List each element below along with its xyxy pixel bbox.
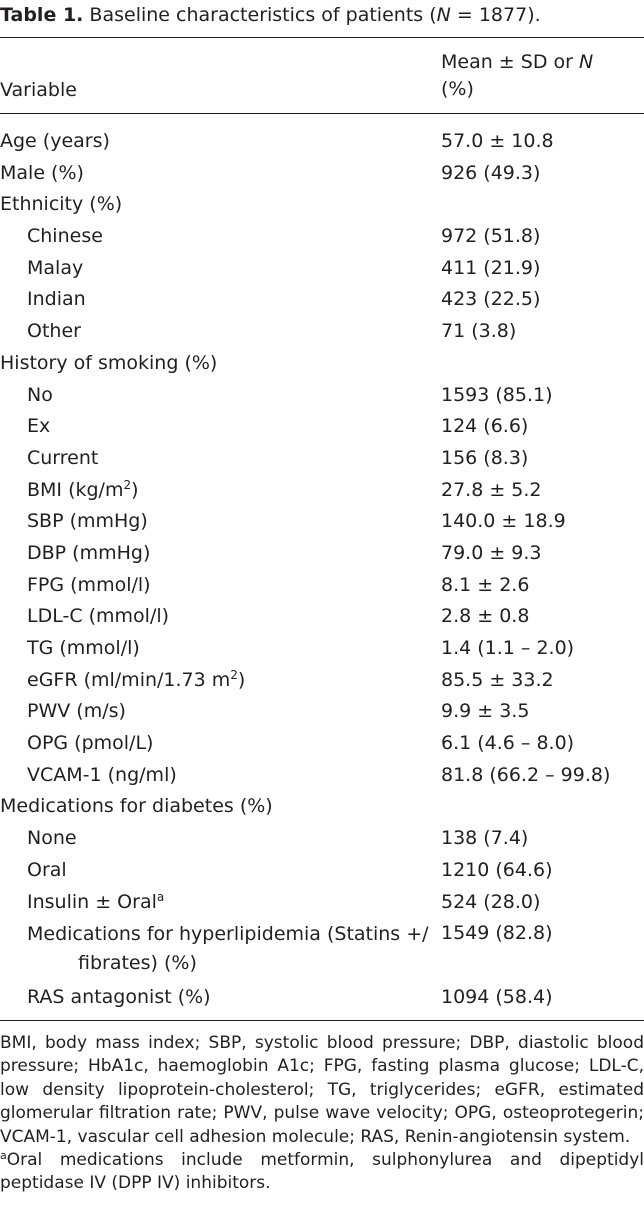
row-label-superscript: 2: [123, 477, 132, 492]
table-row: [0, 823, 644, 855]
table-row: [0, 728, 644, 760]
row-value: 79.0 ± 9.3: [441, 541, 542, 564]
table-row: [0, 760, 644, 792]
row-value: 1593 (85.1): [441, 383, 553, 406]
row-label: Chinese: [27, 225, 103, 248]
row-label: [27, 665, 245, 697]
row-label: None: [27, 827, 77, 850]
row-label-line1: Medications for hyperlipidemia (Statins +/: [27, 923, 429, 946]
row-value: 57.0 ± 10.8: [441, 130, 554, 152]
table-row: [0, 538, 644, 570]
table-row: [0, 411, 644, 443]
table-row-group-heading: [0, 348, 644, 380]
header-value-line1: Mean ± SD or: [441, 51, 579, 73]
row-value: 524 (28.0): [441, 890, 541, 913]
row-label: Oral: [27, 858, 67, 881]
row-label: Ethnicity (%): [0, 193, 123, 216]
row-label: Ex: [27, 415, 51, 438]
row-label-superscript: 2: [230, 667, 238, 682]
table-row: [0, 918, 644, 981]
row-label: TG (mmol/l): [27, 637, 140, 659]
bottom-rule: [0, 1020, 644, 1021]
row-value: 71 (3.8): [441, 320, 517, 343]
table-row-group-heading: [0, 791, 644, 823]
table-row: [0, 253, 644, 285]
row-label: DBP (mmHg): [27, 541, 151, 564]
row-value: 138 (7.4): [441, 827, 529, 850]
header-n-symbol: N: [578, 51, 594, 73]
table-row-group-heading: [0, 189, 644, 221]
row-value: 926 (49.3): [441, 161, 541, 184]
table-footnotes: [0, 1032, 644, 1196]
column-header-variable: Variable: [0, 79, 77, 101]
row-label-text-after: ): [131, 478, 139, 501]
top-rule: [0, 37, 644, 38]
row-value: 1094 (58.4): [441, 985, 553, 1008]
row-label-superscript: a: [156, 889, 165, 904]
row-value: 81.8 (66.2 – 99.8): [441, 763, 611, 786]
caption-text-after: = 1877).: [450, 4, 541, 26]
table-row: [0, 696, 644, 728]
row-label: LDL-C (mmol/l): [27, 605, 170, 628]
row-label: Current: [27, 446, 99, 469]
row-label-line2: fibrates) (%): [78, 952, 197, 975]
caption-n-symbol: N: [436, 4, 451, 26]
column-header-value: [441, 49, 644, 103]
row-value: 1.4 (1.1 – 2.0): [441, 637, 575, 659]
footnote-note-a: [0, 1149, 644, 1196]
row-label: Male (%): [0, 161, 84, 184]
footnote-note-text: Oral medications include metformin, sulphonylurea and dipeptidyl peptidase IV (DPP IV) inhibitors.: [0, 1150, 644, 1194]
table-row: [0, 158, 644, 190]
footnote-marker: a: [0, 1149, 7, 1163]
row-value: 6.1 (4.6 – 8.0): [441, 732, 575, 755]
row-label: [27, 920, 435, 978]
row-value: 423 (22.5): [441, 288, 541, 311]
row-value: 27.8 ± 5.2: [441, 478, 542, 501]
row-label: [27, 475, 139, 507]
table-caption: [0, 2, 541, 28]
caption-label: Table 1.: [0, 4, 84, 26]
table-row: [0, 601, 644, 633]
row-value: 85.5 ± 33.2: [441, 668, 554, 691]
row-label: Medications for diabetes (%): [0, 795, 273, 818]
table-body: [0, 126, 644, 1013]
table-row: [0, 982, 644, 1014]
table-row: [0, 380, 644, 412]
row-label: SBP (mmHg): [27, 510, 148, 533]
row-label: RAS antagonist (%): [27, 985, 211, 1008]
footnote-abbreviations: BMI, body mass index; SBP, systolic blood pressure; DBP, diastolic blood pressure; HbA1c, haemoglobin A1c; FPG, fasting plasma glucose; LDL-C, low density lipoprotein-cholesterol; TG, triglycerides; eGFR, estimated glomerular filtration rate; PWV, pulse wave velocity; OPG, osteoprotegerin; VCAM-1, vascular cell adhesion molecule; RAS, Renin-angiotensin system.: [0, 1033, 644, 1147]
row-value: 2.8 ± 0.8: [441, 605, 530, 628]
row-value: 140.0 ± 18.9: [441, 510, 566, 533]
table-row: [0, 316, 644, 348]
table-row: [0, 887, 644, 919]
row-label-text-after: ): [237, 668, 246, 691]
row-value: 411 (21.9): [441, 256, 541, 279]
row-label: Malay: [27, 256, 84, 279]
row-label: History of smoking (%): [0, 351, 218, 374]
row-value: 156 (8.3): [441, 446, 529, 469]
row-value: 1210 (64.6): [441, 858, 553, 881]
table-row: [0, 221, 644, 253]
table-row: [0, 633, 644, 665]
row-label: PWV (m/s): [27, 700, 126, 723]
table-row: [0, 443, 644, 475]
row-value: 8.1 ± 2.6: [441, 573, 530, 596]
table-row: [0, 855, 644, 887]
row-value: 9.9 ± 3.5: [441, 700, 530, 723]
table-row: [0, 284, 644, 316]
caption-text: Baseline characteristics of patients (: [83, 4, 437, 26]
row-label: Indian: [27, 288, 86, 311]
row-label: Age (years): [0, 130, 110, 152]
row-label: OPG (pmol/L): [27, 732, 154, 755]
row-label: [27, 887, 164, 919]
table-row: [0, 570, 644, 602]
row-label: VCAM-1 (ng/ml): [27, 763, 177, 786]
row-value: 972 (51.8): [441, 225, 541, 248]
row-label: Other: [27, 320, 81, 343]
header-rule: [0, 113, 644, 114]
row-label: No: [27, 383, 53, 406]
row-value: 124 (6.6): [441, 415, 529, 438]
header-value-line2: (%): [441, 78, 474, 100]
row-label-text: eGFR (ml/min/1.73 m: [27, 668, 231, 691]
table-row: [0, 506, 644, 538]
table-row: [0, 475, 644, 507]
row-value: 1549 (82.8): [441, 922, 553, 945]
row-label-text: Insulin ± Oral: [27, 890, 157, 913]
row-label: FPG (mmol/l): [27, 573, 151, 596]
table-row: [0, 665, 644, 697]
row-label-text: BMI (kg/m: [27, 478, 124, 501]
table-row: [0, 126, 644, 158]
